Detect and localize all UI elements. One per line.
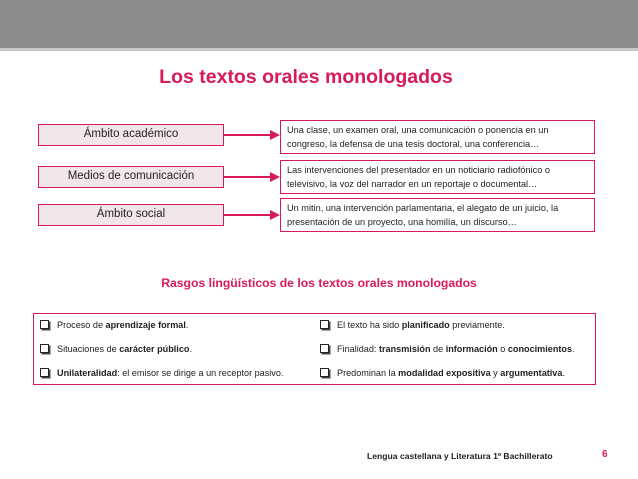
trait-text: . — [189, 344, 192, 354]
trait-bold-text: conocimientos — [507, 344, 573, 354]
trait-bold-text: transmisión — [378, 344, 431, 354]
page-number: 6 — [602, 449, 608, 460]
trait-text: y — [490, 368, 501, 378]
arrow-right-icon — [224, 128, 280, 142]
trait-text: Predominan la — [337, 368, 399, 378]
trait-text: El texto ha sido — [337, 320, 402, 330]
section-subtitle: Rasgos lingüísticos de los textos orales monologados — [161, 276, 477, 290]
description-line: televisivo, la voz del narrador en un reportaje o documental… — [287, 179, 538, 189]
trait-item — [40, 319, 188, 331]
trait-item — [40, 367, 283, 379]
trait-bold-text: aprendizaje formal — [105, 320, 186, 330]
traits-box — [33, 313, 596, 385]
trait-item — [320, 343, 575, 355]
checkbox-bullet-icon — [320, 320, 329, 329]
trait-item — [320, 319, 505, 331]
description-line: congreso, la defensa de una tesis doctoral, una conferencia… — [287, 139, 540, 149]
trait-bold-text: carácter público — [119, 344, 190, 354]
trait-text: . — [572, 344, 575, 354]
category-box-social: Ámbito social — [38, 204, 224, 226]
footer-course-label: Lengua castellana y Literatura 1º Bachillerato — [367, 451, 553, 461]
checkbox-bullet-icon — [320, 368, 329, 377]
top-bar-divider — [0, 48, 638, 51]
category-description-social — [280, 198, 595, 232]
category-box-academic: Ámbito académico — [38, 124, 224, 146]
trait-bold-text: información — [445, 344, 498, 354]
trait-bold-text: planificado — [401, 320, 450, 330]
trait-text: . — [562, 368, 565, 378]
trait-bold-text: Unilateralidad — [57, 368, 118, 378]
arrow-right-icon — [224, 170, 280, 184]
top-bar — [0, 0, 638, 48]
trait-text: : el emisor se dirige a un receptor pasivo. — [117, 368, 284, 378]
trait-text: o — [497, 344, 508, 354]
checkbox-bullet-icon — [40, 320, 49, 329]
category-description-academic — [280, 120, 595, 154]
trait-text: de — [430, 344, 446, 354]
trait-item — [320, 367, 565, 379]
trait-text: . — [185, 320, 189, 330]
trait-text: Situaciones de — [57, 344, 120, 354]
trait-text: previamente. — [449, 320, 505, 330]
checkbox-bullet-icon — [40, 368, 49, 377]
slide-title: Los textos orales monologados — [159, 66, 453, 88]
trait-item — [40, 343, 192, 355]
trait-bold-text: argumentativa — [500, 368, 563, 378]
checkbox-bullet-icon — [40, 344, 49, 353]
description-line: Las intervenciones del presentador en un noticiario radiofónico o — [287, 165, 551, 175]
description-line: Un mitin, una intervención parlamentaria, el alegato de un juicio, la — [287, 203, 559, 213]
checkbox-bullet-icon — [320, 344, 329, 353]
trait-bold-text: modalidad expositiva — [398, 368, 491, 378]
category-box-media: Medios de comunicación — [38, 166, 224, 188]
arrow-right-icon — [224, 208, 280, 222]
description-line: Una clase, un examen oral, una comunicación o ponencia en un — [287, 125, 549, 135]
trait-text: Finalidad: — [337, 344, 379, 354]
description-line: presentación de un proyecto, una homilía, un discurso… — [287, 217, 517, 227]
trait-text: Proceso de — [57, 320, 106, 330]
category-description-media — [280, 160, 595, 194]
